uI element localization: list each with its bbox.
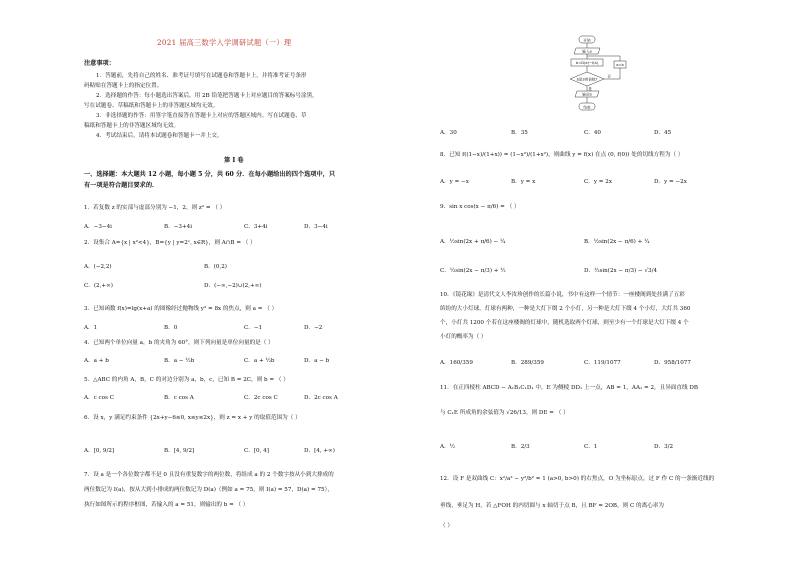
left-column [82,0,402,562]
option-c: C．½sin(2x − π/3) + ½ [440,268,506,274]
flow-assign-label: a=b [616,63,624,67]
part-heading: 第 Ⅰ 卷 [224,157,244,164]
option-a: A．(−2,2) [84,264,112,270]
option-a: A．160/359 [440,360,473,366]
section-heading: 一、选择题：本大题共 12 小题，每小题 5 分，共 60 分．在每小题给出的四个选项中，只 [84,171,336,178]
flow-output-label: 输出b [582,92,592,97]
flow-compute-label: b=D(a)−I(a) [575,61,599,65]
page-title: 2021 届高三数学入学调研试题（一）理 [157,38,292,47]
question-stem: 垂线，垂足为 H，若 △FOH 的内切圆与 x 轴切于点 B，且 BF = 2OB，则 C 的离心率为 [440,503,665,509]
notice-line: 4．考试结束后，请将本试题卷和答题卡一并上交。 [96,133,223,139]
option-c: C．−1 [244,325,263,331]
flow-start-label: 开始 [583,38,591,43]
option-b: B．(0,2) [204,264,227,270]
flow-yes-label: 是 [588,87,592,91]
question-stem: 2．设集合 A={x | x²<4}，B={y | y=2ˣ, x∈R}，则 A∩B = （ ） [84,240,256,246]
notice-line: 3．非选择题的作答：用签字笔直接答在答题卡上对应的答题区域内。写在试题卷、草 [96,113,307,119]
option-d: D．½sin(2x − π/3) − √3/4 [584,268,658,274]
question-stem: 5．△ABC 的内角 A，B，C 的对边分别为 a，b，c，已知 B = 2C，则 b = （ ） [84,377,289,383]
question-stem: 与 C₁E 所成角的余弦值为 √26/13，则 DE = （ ） [440,410,569,416]
option-d: D．[4, +∞) [304,448,335,454]
option-c: C．a + ½b [244,358,275,364]
option-b: B．−3+4i [164,224,192,230]
option-b: B．289/359 [511,360,544,366]
question-stem: 9．sin x cos(x − π/6) = （ ） [440,204,520,210]
notice-line: 1．答题前，先将自己的姓名、准考证号填写在试题卷和答题卡上，并将准考证号条形 [96,73,307,79]
option-d: D．958/1077 [654,360,691,366]
option-b: B．[4, 9/2] [164,448,195,454]
option-d: D．45 [654,130,672,136]
notice-line: 写在试题卷、草稿纸和答题卡上的非答题区域均无效。 [84,103,219,109]
option-d: D．(−∞,−2)∪(2,+∞) [204,283,262,289]
option-b: B．c cos A [164,395,194,401]
question-stem: （ ） [440,523,453,529]
question-stem: 1．若复数 z 的实部与虚部分别为 −1，2，则 z² = （ ） [84,205,226,211]
notice-line: 稿纸和答题卡上的非答题区域均无效。 [84,123,180,129]
option-d: D．y = −2x [654,179,687,185]
option-c: C．[0, 4] [244,448,269,454]
option-c: C．3+4i [244,224,268,230]
option-b: B．35 [511,130,528,136]
question-stem: 12．设 F 是双曲线 C：x²/a² − y²/b² = 1 (a>0, b>0) 的右焦点，O 为坐标原点，过 F 作 C 的一条渐近线的 [440,476,715,482]
option-a: A．a + b [84,358,109,364]
option-b: B．½sin(2x − π/6) + ¼ [584,239,650,245]
notice-line: 2．选择题的作答：每小题选出答案后，用 2B 铅笔把答题卡上对应题目的答案标号涂黑， [96,93,318,99]
question-stem: 4．已知两个单位向量 a，b 的夹角为 60°，则下列向量是单位向量的是（ ） [84,340,274,346]
option-b: B．0 [164,325,178,331]
question-stem: 缤纷的大小灯球，灯球有两种，一种是大灯下缀 2 个小灯，另一种是大灯下缀 4 个小灯，大灯共 360 [440,306,691,312]
option-a: A．c cos C [84,395,114,401]
question-stem: 3．已知函数 f(x)=lg(x+a) 的图像经过抛物线 y² = 8x 的焦点，则 a = （ ） [84,306,278,312]
section-heading: 有一项是符合题目要求的． [84,182,159,189]
option-a: A．y = −x [440,179,469,185]
option-d: D．−2 [304,325,323,331]
question-stem: 8．已知 f((1−x)/(1+x)) = (1−x²)/(1+x²)，则曲线 y = f(x) 在点 (0, f(0)) 处的切线方程为（ ） [440,152,684,158]
option-b: B．y = x [511,179,536,185]
option-a: A．1 [84,325,98,331]
notice-line: 码粘贴在答题卡上的指定位置。 [84,83,163,89]
option-c: C．1 [584,444,598,450]
question-stem: 个，小灯共 1200 个若在这座楼阁的灯球中，随机选取两个灯球，则至少有一个灯球是大灯下缀 4 个 [440,320,689,326]
option-d: D．3−4i [304,224,328,230]
program-flowchart [552,34,662,120]
option-d: D．2c cos A [304,395,338,401]
option-c: C．119/1077 [584,360,621,366]
notice-heading: 注意事项： [84,60,115,67]
flow-end-label: 结束 [583,105,591,110]
option-a: A．30 [440,130,457,136]
option-b: B．a − ½b [164,358,195,364]
option-b: B．2/3 [511,444,530,450]
option-c: C．(2,+∞) [84,283,113,289]
option-a: A．½ [440,444,456,450]
option-c: C．y = 2x [584,179,612,185]
flow-input-label: 输入a [582,49,592,54]
question-stem: 11．在正四棱柱 ABCD − A₁B₁C₁D₁ 中，E 为侧棱 DD₁ 上一点，AB = 1，AA₁ = 2，且异面直线 DB [440,385,698,391]
option-c: C．2c cos C [244,395,278,401]
option-d: D．a − b [304,358,330,364]
question-stem: 7．设 a 是一个各位数字都不是 0 且没有重复数字的两位数，将组成 a 的 2 个数字按从小到大排成的 [84,472,334,478]
flow-no-label: 否 [607,74,611,79]
option-a: A．[0, 9/2] [84,448,115,454]
option-a: A．−3−4i [84,224,112,230]
flow-decision-label: b是3的倍数? [576,77,598,82]
question-stem: 小灯的概率为（ ） [440,334,487,340]
question-stem: 两位数记为 I(a)，按从大到小排成的两位数记为 D(a)（例如 a = 75，则 I(a) = 57，D(a) = 75）， [84,487,333,493]
option-d: D．3/2 [654,444,674,450]
question-stem: 6．设 x，y 满足约束条件 {2x+y−6≤0, x≤y≤2x}，则 z = x + y 的取值范围为（ ） [84,415,301,421]
right-column [432,0,772,562]
option-a: A．½sin(2x + π/6) − ¼ [440,239,506,245]
option-c: C．40 [584,130,601,136]
question-stem: 10．《镜花缘》是清代文人李汝珍创作的长篇小说，书中有这样一个情节：一座楼阁到处挂满了五彩 [440,292,685,298]
question-stem: 执行如图所示的程序框图，若输入的 a = 51，则输出的 b = （ ） [84,502,249,508]
